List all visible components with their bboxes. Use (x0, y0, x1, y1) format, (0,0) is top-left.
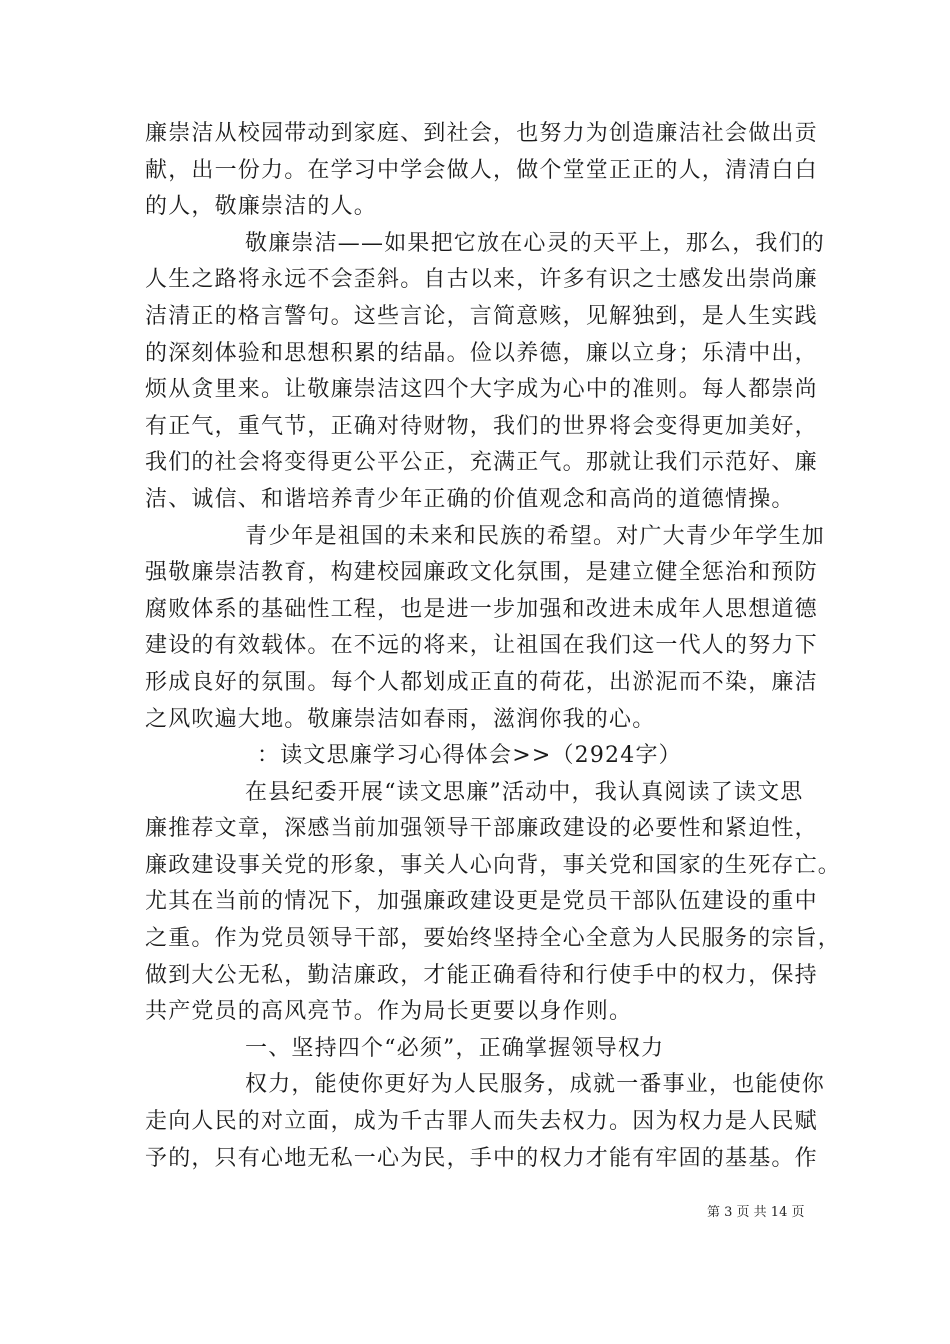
text-line: 廉政建设事关党的形象，事关人心向背，事关党和国家的生死存亡。 (145, 852, 842, 878)
text-line: 献，出一份力。在学习中学会做人，做个堂堂正正的人，清清白白 (145, 157, 818, 183)
text-line: 做到大公无私，勤洁廉政，才能正确看待和行使手中的权力，保持 (145, 962, 818, 988)
text-line: 尤其在当前的情况下，加强廉政建设更是党员干部队伍建设的重中 (145, 889, 818, 915)
text-line: 形成良好的氛围。每个人都划成正直的荷花，出淤泥而不染，廉洁 (145, 669, 818, 695)
text-line: 在县纪委开展“读文思廉”活动中，我认真阅读了读文思 (245, 779, 804, 805)
text-line: 建设的有效载体。在不远的将来，让祖国在我们这一代人的努力下 (145, 633, 818, 659)
text-line: 青少年是祖国的未来和民族的希望。对广大青少年学生加 (245, 523, 826, 549)
text-line: 人生之路将永远不会歪斜。自古以来，许多有识之士感发出崇尚廉 (145, 267, 818, 293)
text-line: 敬廉崇洁——如果把它放在心灵的天平上，那么，我们的 (245, 230, 826, 256)
text-line: 有正气，重气节，正确对待财物，我们的世界将会变得更加美好， (145, 413, 818, 439)
page-number-footer: 第 3 页 共 14 页 (707, 1205, 805, 1220)
text-line: 的深刻体验和思想积累的结晶。俭以养德，廉以立身；乐清中出， (145, 340, 818, 366)
document-body (145, 116, 842, 1177)
text-line: 廉推荐文章，深感当前加强领导干部廉政建设的必要性和紧迫性， (145, 816, 818, 842)
text-line: 走向人民的对立面，成为千古罪人而失去权力。因为权力是人民赋 (145, 1109, 818, 1135)
text-line: 我们的社会将变得更公平公正，充满正气。那就让我们示范好、廉 (145, 450, 818, 476)
text-line: 的人，敬廉崇洁的人。 (145, 194, 378, 220)
text-line: 廉崇洁从校园带动到家庭、到社会，也努力为创造廉洁社会做出贡 (145, 121, 818, 146)
text-line: 强敬廉崇洁教育，构建校园廉政文化氛围，是建立健全惩治和预防 (145, 560, 818, 586)
text-line: 之风吹遍大地。敬廉崇洁如春雨，滋润你我的心。 (145, 706, 656, 732)
text-line: 一、坚持四个“必须”，正确掌握领导权力 (245, 1035, 665, 1061)
text-line: 权力，能使你更好为人民服务，成就一番事业，也能使你 (245, 1072, 826, 1098)
text-line: 洁清正的格言警句。这些言论，言简意赅，见解独到，是人生实践 (145, 303, 818, 329)
text-line: 予的，只有心地无私一心为民，手中的权力才能有牢固的基基。作 (145, 1145, 818, 1171)
section-heading: ：读文思廉学习心得体会>>（2924字） (257, 743, 682, 769)
text-line: 腐败体系的基础性工程，也是进一步加强和改进未成年人思想道德 (145, 596, 818, 622)
text-line: 共产党员的高风亮节。作为局长更要以身作则。 (145, 999, 633, 1025)
text-line: 烦从贪里来。让敬廉崇洁这四个大字成为心中的准则。每人都崇尚 (145, 377, 818, 403)
text-line: 之重。作为党员领导干部，要始终坚持全心全意为人民服务的宗旨， (145, 926, 842, 952)
text-line: 洁、诚信、和谐培养青少年正确的价值观念和高尚的道德情操。 (145, 486, 795, 512)
